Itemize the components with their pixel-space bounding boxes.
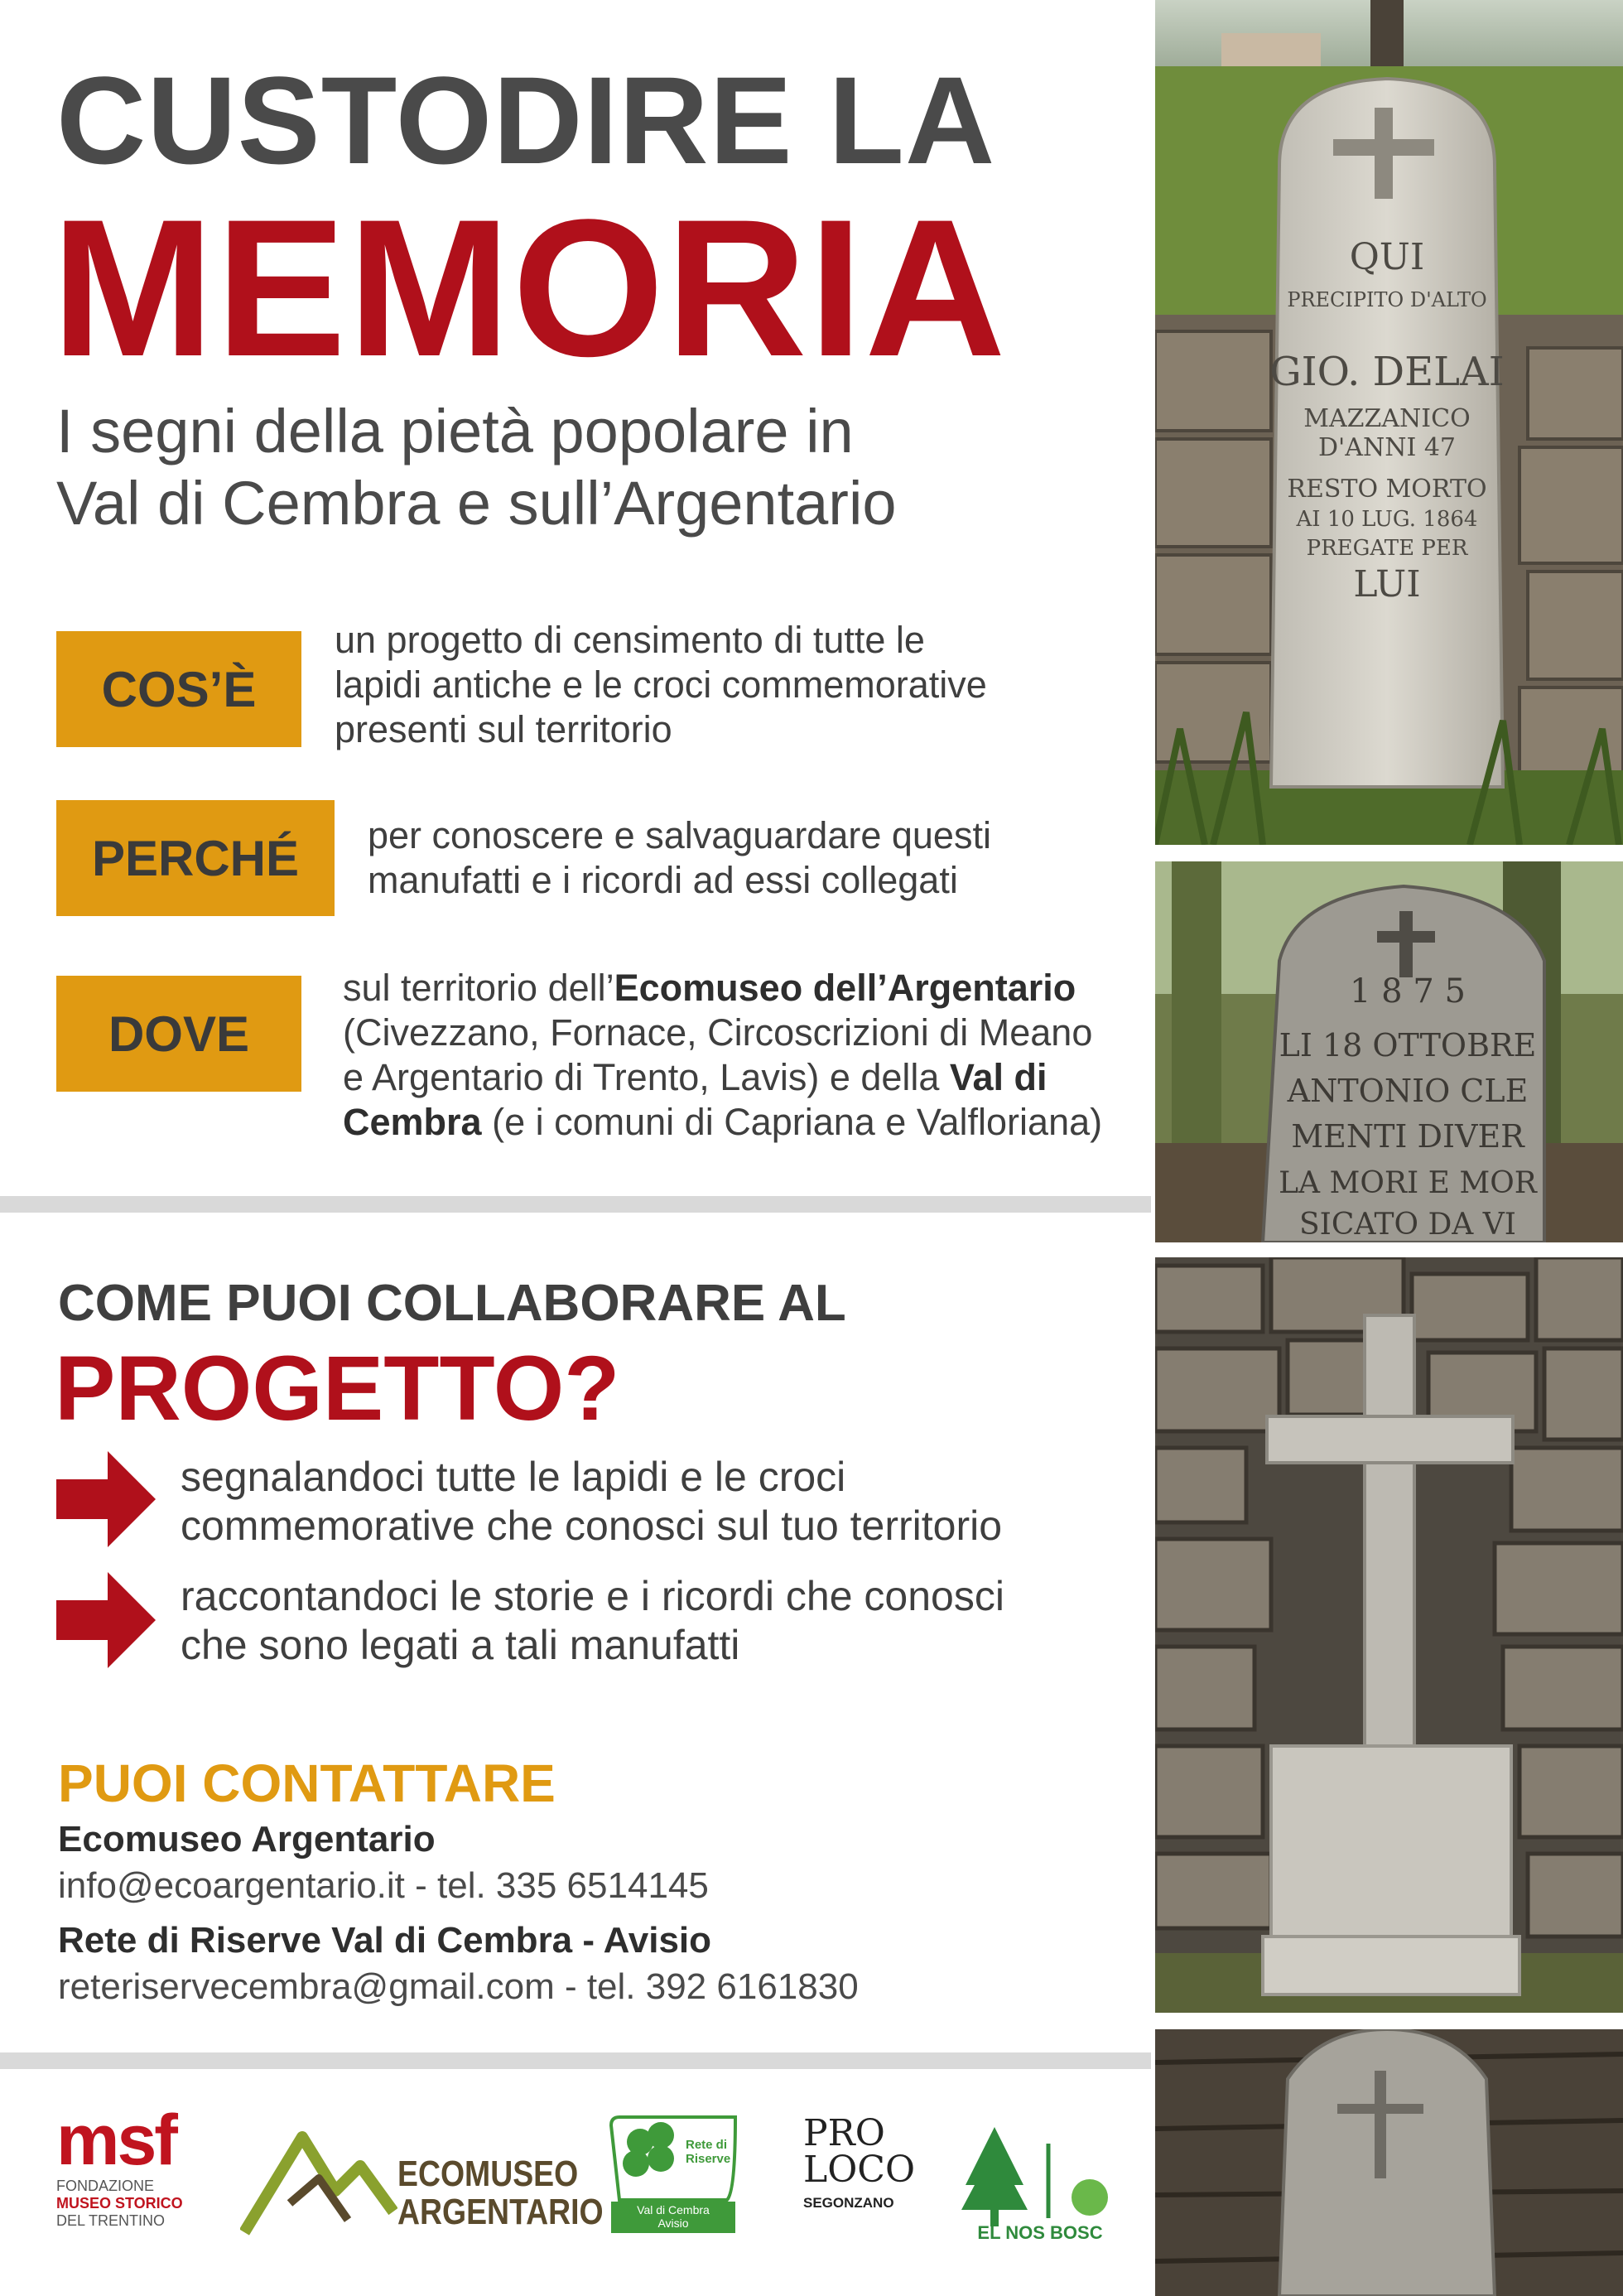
desc-perche-line: per conoscere e salvaguardare questi — [368, 814, 991, 856]
stone-text: 1 8 7 5 — [1350, 972, 1466, 1011]
proloco-text: PRO — [803, 2112, 885, 2154]
msf-text: DEL TRENTINO — [56, 2212, 166, 2229]
contact-info-2[interactable]: reteriservecembra@gmail.com - tel. 392 6161830 — [58, 1966, 859, 2007]
desc-cose-line: un progetto di censimento di tutte le — [335, 619, 925, 661]
contact-heading: PUOI CONTATTARE — [58, 1753, 556, 1813]
stone-text: D'ANNI 47 — [1317, 433, 1457, 462]
ecomuseo-text: ECOMUSEO — [397, 2154, 579, 2194]
subtitle — [56, 396, 1133, 539]
rete-riserve-logo — [603, 2109, 744, 2233]
desc-dove — [343, 966, 1102, 1145]
subtitle-line-2: Val di Cembra e sull’Argentario — [56, 468, 897, 538]
mountain-icon — [240, 2120, 397, 2236]
separator — [0, 1196, 1151, 1213]
subtitle-line-1: I segni della pietà popolare in — [56, 397, 854, 465]
stone-text: MAZZANICO — [1303, 404, 1471, 433]
bullet-line: commemorative che conosci sul tuo territorio — [181, 1502, 1003, 1549]
bullet-1 — [181, 1453, 1002, 1550]
separator — [0, 2052, 1151, 2069]
contact-info-1[interactable]: info@ecoargentario.it - tel. 335 6514145 — [58, 1865, 709, 1906]
msf-text: MUSEO STORICO — [56, 2195, 183, 2212]
rete-text: Avisio — [657, 2216, 689, 2231]
desc-perche-line: manufatti e i ricordi ad essi collegati — [368, 859, 958, 901]
title-line-1: CUSTODIRE LA — [56, 51, 996, 190]
stone-text: ANTONIO CLE — [1287, 1073, 1529, 1109]
dove-text: (Civezzano, Fornace, Circoscrizioni di Meano — [343, 1011, 1093, 1054]
contact-org-1: Ecomuseo Argentario — [58, 1819, 436, 1859]
bullet-line: che sono legati a tali manufatti — [181, 1621, 740, 1668]
contact-org-2: Rete di Riserve Val di Cembra - Avisio — [58, 1920, 712, 1961]
dove-text: e Argentario di Trento, Lavis) e della — [343, 1056, 950, 1098]
arrow-right-icon — [56, 1451, 156, 1547]
collab-heading-2: PROGETTO? — [55, 1338, 620, 1440]
title-line-2: MEMORIA — [51, 179, 1008, 398]
collab-heading-1: COME PUOI COLLABORARE AL — [58, 1275, 846, 1332]
msf-text: FONDAZIONE — [56, 2178, 155, 2195]
rete-text: Rete di — [686, 2138, 728, 2152]
proloco-text: SEGONZANO — [803, 2195, 894, 2211]
dove-cembra: Cembra — [343, 1101, 482, 1143]
stone-text: LA MORI E MOR — [1279, 1166, 1537, 1200]
photo-stone-cross — [1155, 1257, 1623, 2013]
proloco-logo — [803, 2112, 916, 2240]
stone-text: SICATO DA VI — [1299, 1208, 1516, 1242]
desc-cose — [335, 618, 987, 752]
dove-text: (e i comuni di Capriana e Valfloriana) — [481, 1101, 1103, 1143]
tag-perche: PERCHÉ — [56, 800, 335, 916]
stone-text: RESTO MORTO — [1287, 475, 1487, 504]
desc-cose-line: presenti sul territorio — [335, 708, 672, 750]
bullet-line: raccontandoci le storie e i ricordi che conosci — [181, 1573, 1004, 1619]
photo-gravestone-1 — [1155, 0, 1623, 845]
rete-text: Riserve — [686, 2151, 731, 2166]
elnos-text: EL NOS BOSC — [977, 2222, 1103, 2243]
stone-text: PRECIPITO D'ALTO — [1287, 288, 1487, 311]
desc-perche — [368, 813, 991, 903]
stone-text: AI 10 LUG. 1864 — [1296, 507, 1478, 532]
msf-logo — [56, 2101, 222, 2233]
bullet-line: segnalandoci tutte le lapidi e le croci — [181, 1454, 846, 1500]
proloco-text: LOCO — [803, 2149, 916, 2191]
ecomuseo-logo — [240, 2120, 604, 2236]
stone-text: PREGATE PER — [1306, 536, 1468, 561]
stone-text: LI 18 OTTOBRE — [1279, 1027, 1537, 1064]
msf-mark: msf — [56, 2101, 176, 2180]
el-nos-bosc-logo — [949, 2110, 1131, 2243]
ecomuseo-text: ARGENTARIO — [397, 2192, 604, 2233]
tree-icon — [949, 2110, 1131, 2243]
dove-ecomuseo: Ecomuseo dell’Argentario — [614, 967, 1076, 1009]
stone-text: QUI — [1349, 236, 1425, 278]
dove-text: sul territorio dell’ — [343, 967, 614, 1009]
dove-valdicembra: Val di — [949, 1056, 1047, 1098]
stone-text: LUI — [1353, 563, 1421, 605]
photo-gravestone-3 — [1155, 2029, 1623, 2296]
arrow-right-icon — [56, 1572, 156, 1668]
rete-text: Val di Cembra — [637, 2203, 710, 2216]
bullet-2 — [181, 1572, 1004, 1669]
stone-text: MENTI DIVER — [1291, 1118, 1524, 1155]
tag-dove: DOVE — [56, 976, 301, 1092]
stone-text: GIO. DELAI — [1269, 349, 1505, 395]
photo-gravestone-2 — [1155, 861, 1623, 1242]
tag-cose: COS’È — [56, 631, 301, 747]
desc-cose-line: lapidi antiche e le croci commemorative — [335, 663, 987, 706]
